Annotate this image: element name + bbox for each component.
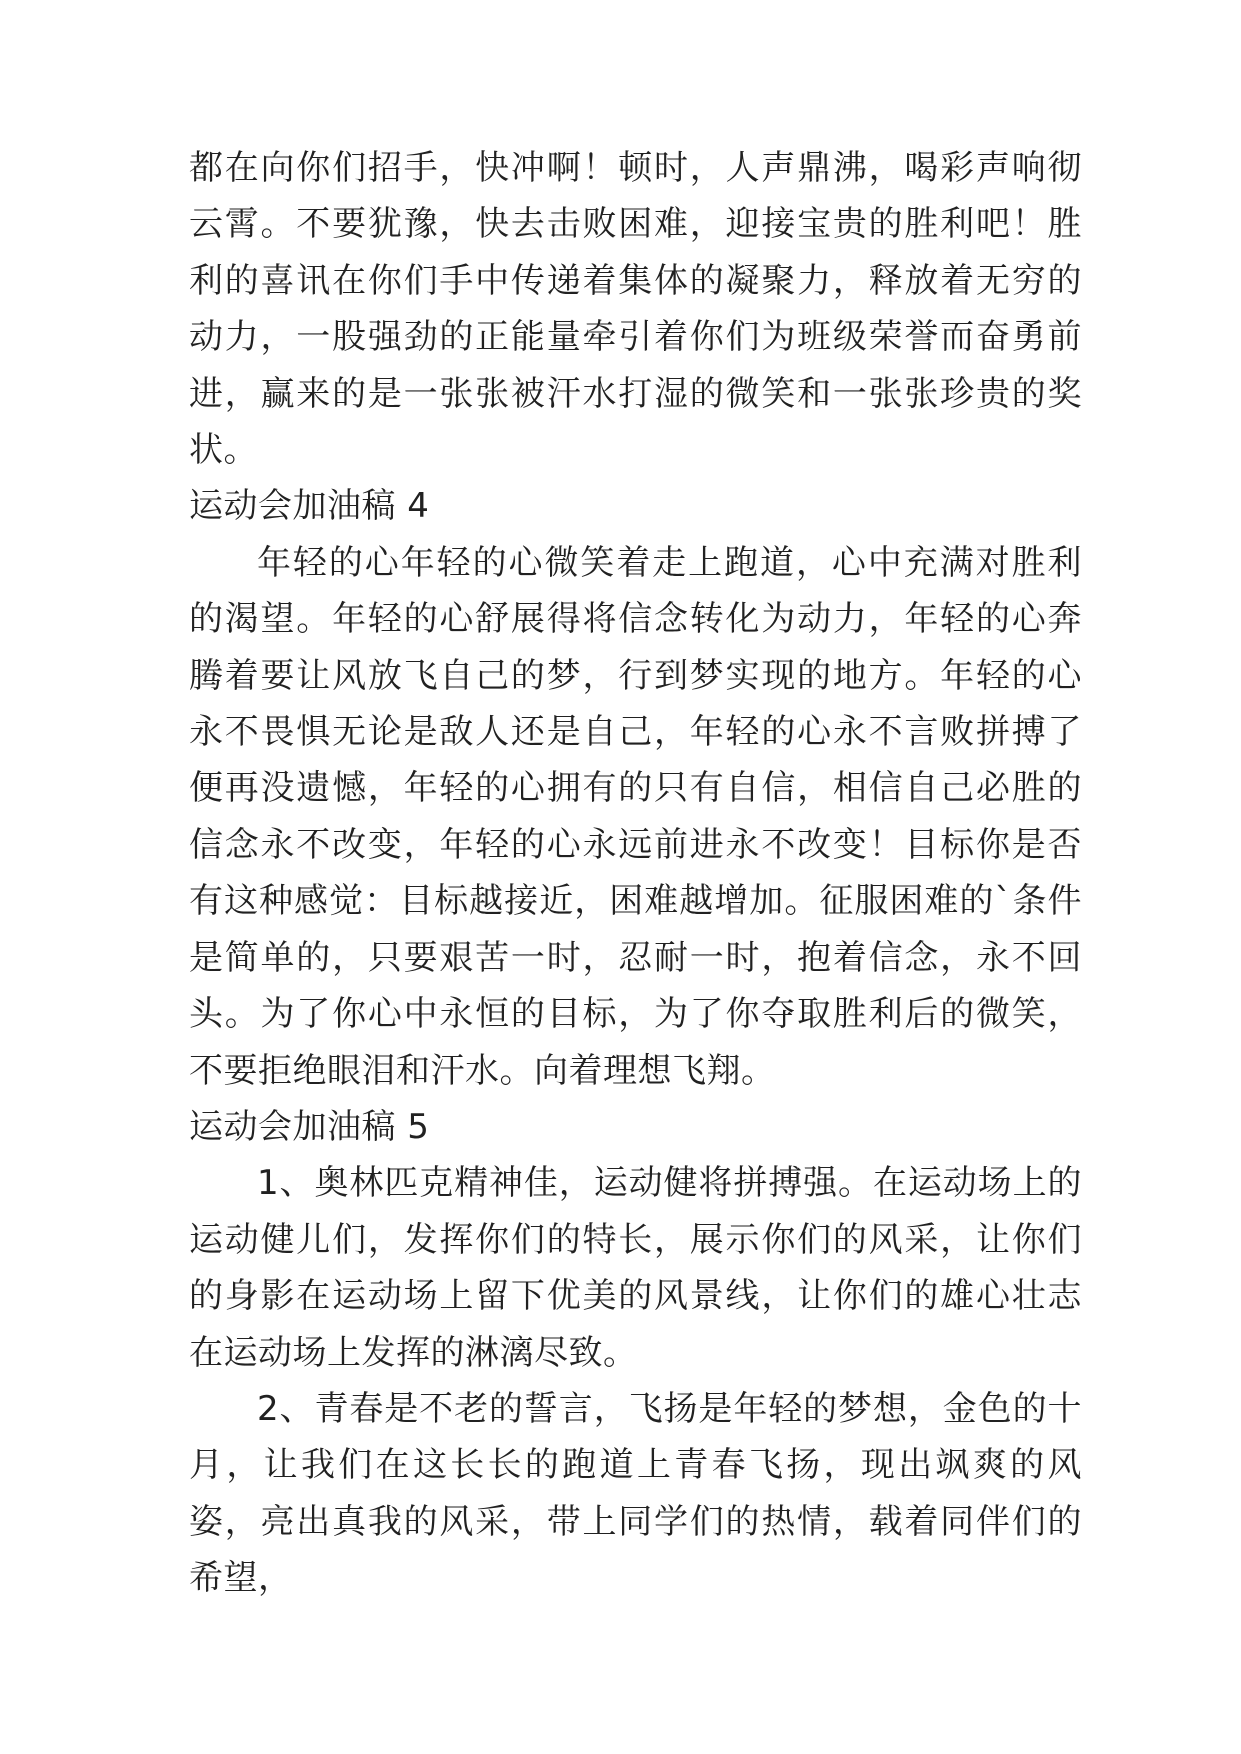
paragraph-item-1-olympic-spirit: 1、奥林匹克精神佳，运动健将拼搏强。在运动场上的运动健儿们，发挥你们的特长，展示你们的风采，让你们的身影在运动场上留下优美的风景线，让你们的雄心壮志在运动场上发挥的淋漓尽致。	[189, 1163, 1082, 1373]
paragraph-continuation: 都在向你们招手，快冲啊！顿时，人声鼎沸，喝彩声响彻云霄。不要犹豫，快去击败困难，迎接宝贵的胜利吧！胜利的喜讯在你们手中传递着集体的凝聚力，释放着无穷的动力，一股强劲的正能量牵引着你们为班级荣誉而奋勇前进，赢来的是一张张被汗水打湿的微笑和一张张珍贵的奖状。	[189, 148, 1082, 471]
section-heading-cheer-script-5: 运动会加油稿 5	[189, 1106, 430, 1147]
document-text-body	[189, 140, 1082, 1607]
paragraph-item-2-youth-oath: 2、青春是不老的誓言，飞扬是年轻的梦想，金色的十月，让我们在这长长的跑道上青春飞扬，现出飒爽的风姿，亮出真我的风采，带上同学们的热情，载着同伴们的希望，	[189, 1388, 1082, 1599]
section-heading-cheer-script-4: 运动会加油稿 4	[189, 486, 430, 527]
paragraph-young-heart: 年轻的心年轻的心微笑着走上跑道，心中充满对胜利的渴望。年轻的心舒展得将信念转化为动力，年轻的心奔腾着要让风放飞自己的梦，行到梦实现的地方。年轻的心永不畏惧无论是敌人还是自己，年轻的心永不言败拼搏了便再没遗憾，年轻的心拥有的只有自信，相信自己必胜的信念永不改变，年轻的心永远前进永不改变！目标你是否有这种感觉：目标越接近，困难越增加。征服困难的`条件是简单的，只要艰苦一时，忍耐一时，抱着信念，永不回头。为了你心中永恒的目标，为了你夺取胜利后的微笑，不要拒绝眼泪和汗水。向着理想飞翔。	[189, 542, 1082, 1091]
